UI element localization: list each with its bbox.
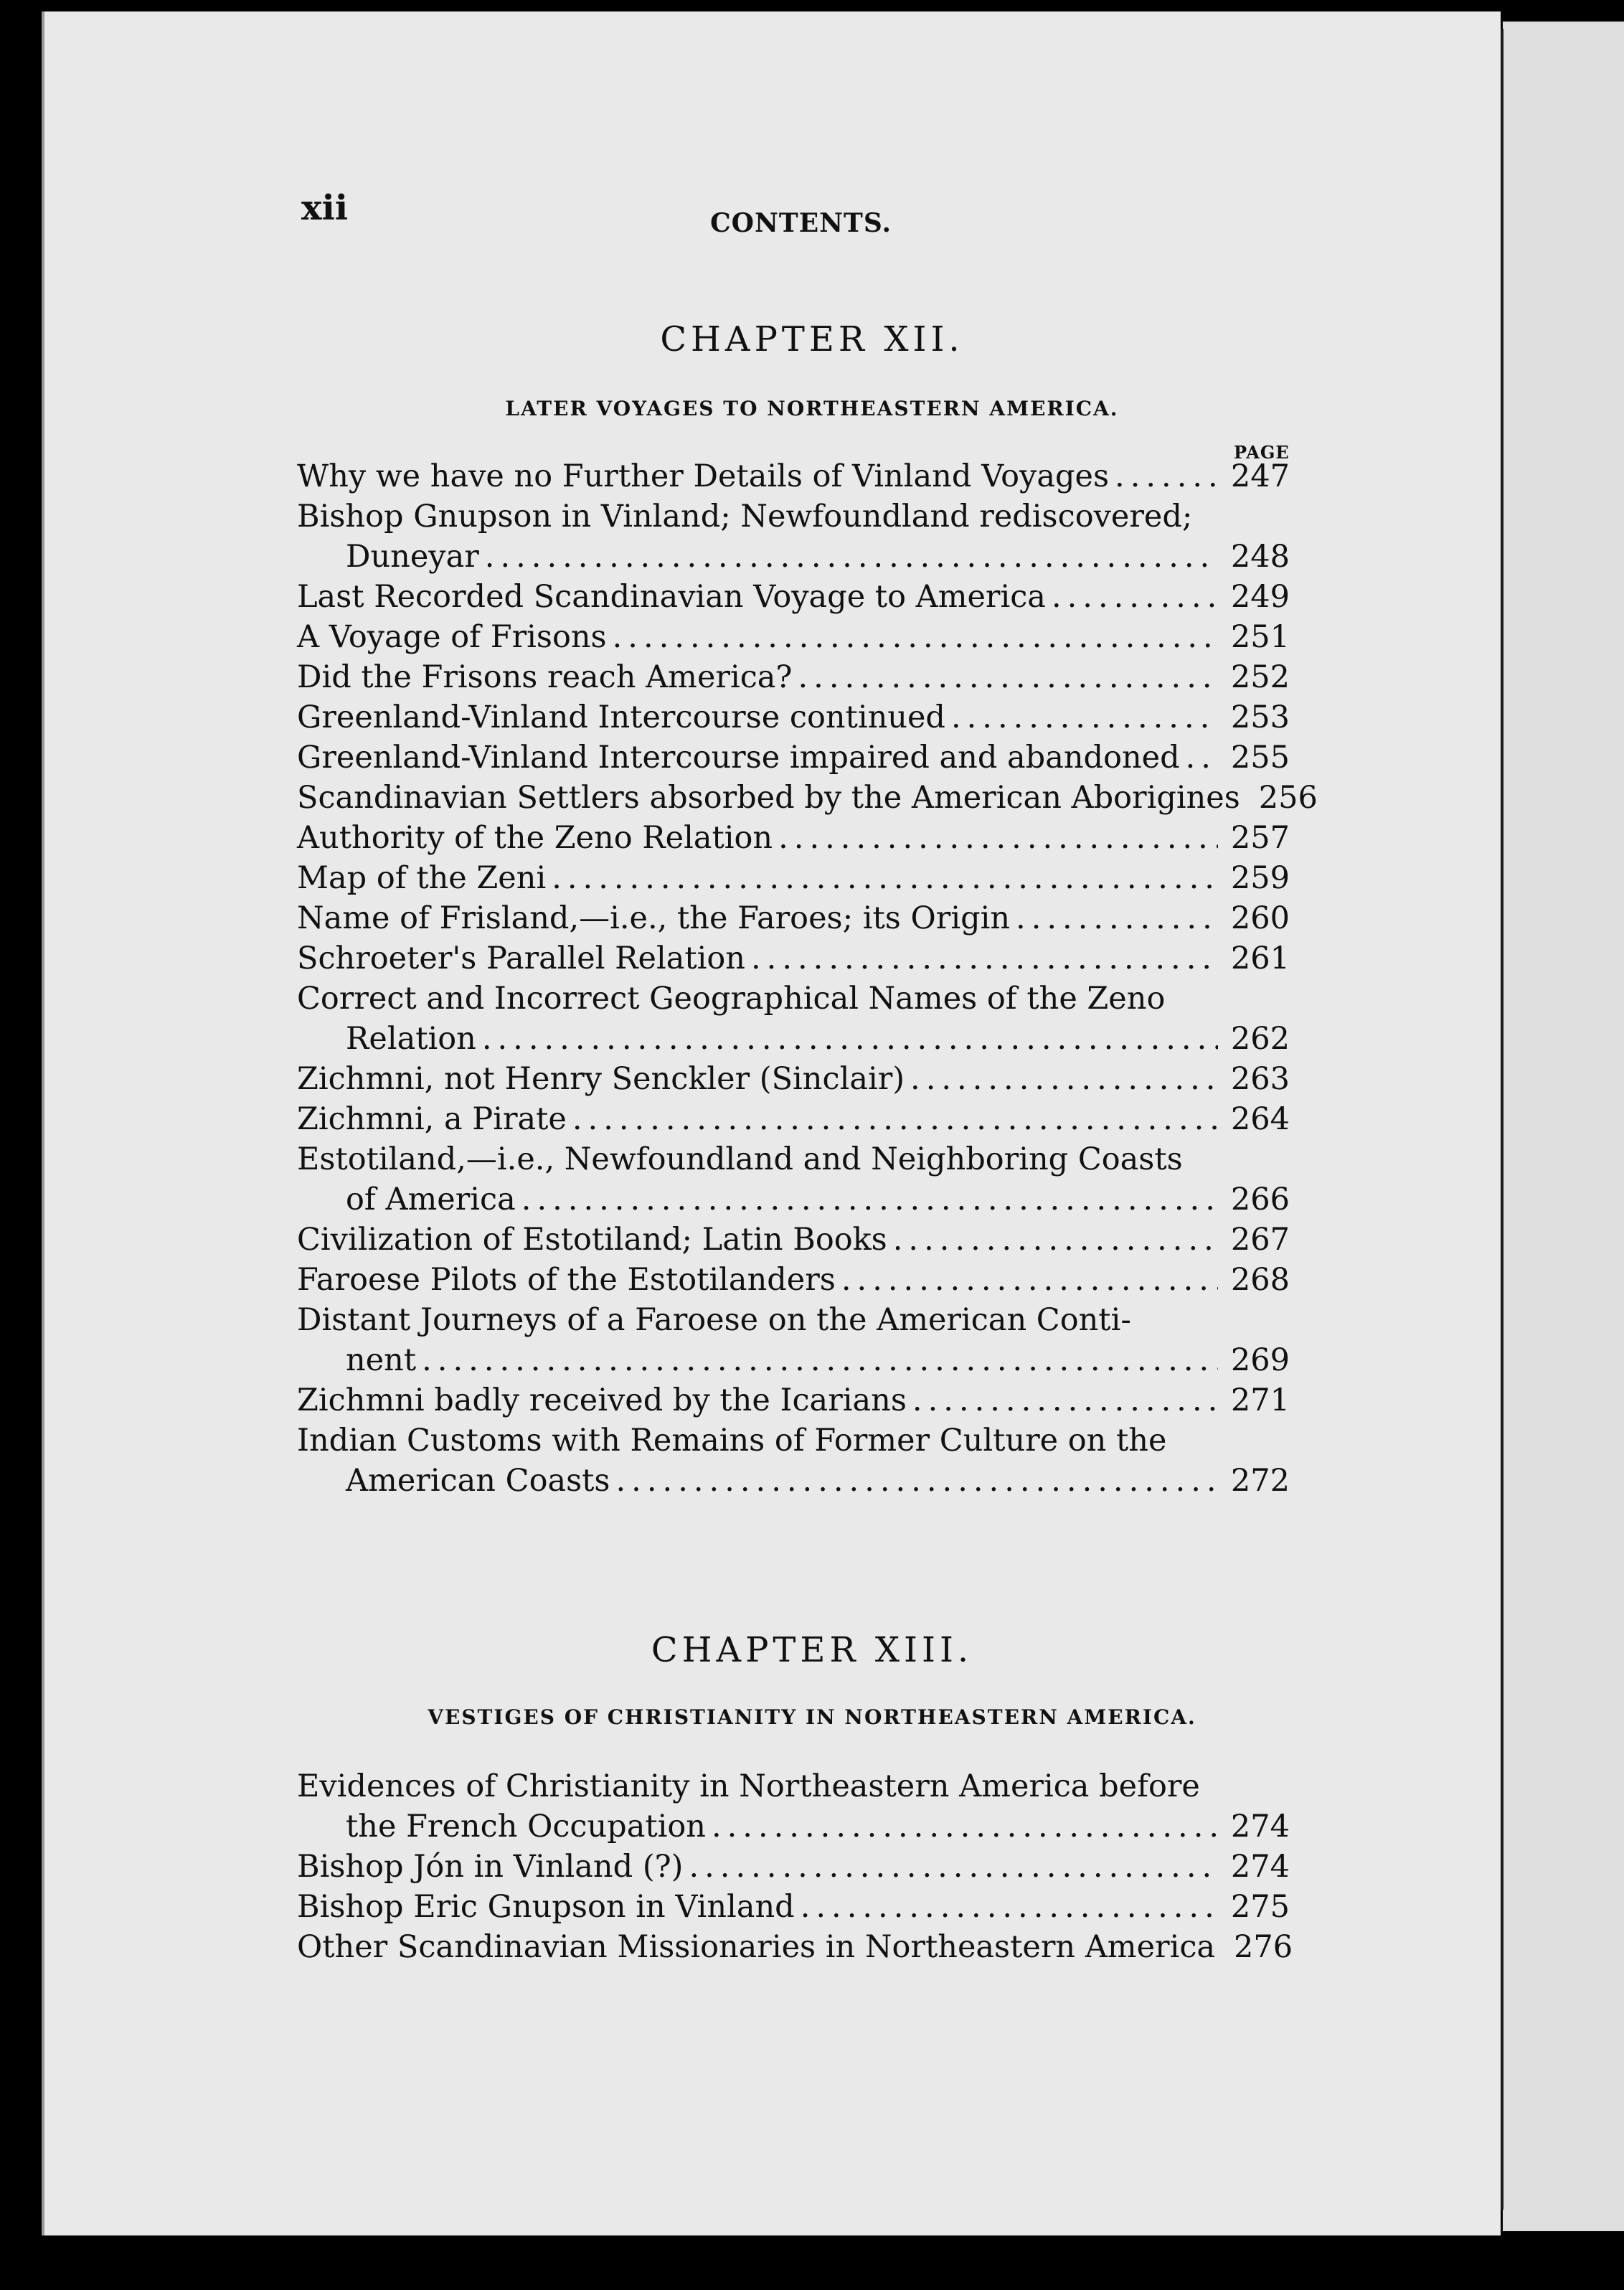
toc-entry-page: 247	[1230, 458, 1290, 494]
toc-entry-line	[297, 496, 1290, 537]
toc-entry	[297, 617, 1290, 657]
toc-entry-line	[297, 1420, 1290, 1461]
toc-entry-page: 257	[1230, 820, 1290, 856]
toc-entry-title: Distant Journeys of a Faroese on the American Conti-	[297, 1302, 1131, 1338]
toc-entry	[297, 1059, 1290, 1099]
toc-entry-page: 271	[1230, 1382, 1290, 1418]
toc-entry-page: 272	[1230, 1463, 1290, 1499]
toc-entry-line	[297, 1927, 1293, 1967]
dot-leader	[798, 657, 1218, 697]
toc-entry-line	[297, 1260, 1290, 1300]
toc-entry	[297, 1139, 1290, 1220]
toc-entry-page: 259	[1230, 860, 1290, 896]
toc-entry-line	[297, 778, 1318, 818]
dot-leader	[616, 1461, 1218, 1501]
toc-entry-page: 249	[1230, 579, 1290, 615]
toc-entry	[297, 1099, 1290, 1139]
toc-entry-line	[297, 979, 1290, 1019]
running-head: CONTENTS.	[710, 208, 892, 238]
toc-entry-title: Bishop Eric Gnupson in Vinland	[297, 1889, 795, 1925]
dot-leader	[841, 1260, 1218, 1300]
dot-leader	[912, 1380, 1218, 1420]
toc-entry-title: Indian Customs with Remains of Former Culture on the	[297, 1423, 1167, 1459]
toc-entry-page: 253	[1230, 699, 1290, 735]
toc-entry-line	[297, 1179, 1290, 1220]
chapter-12-contents	[297, 456, 1318, 1501]
chapter-13-title: CHAPTER XIII.	[651, 1630, 973, 1670]
dot-leader	[751, 938, 1218, 979]
dot-leader	[552, 858, 1218, 898]
toc-entry-title: Map of the Zeni	[297, 860, 547, 896]
toc-entry-page: 274	[1230, 1809, 1290, 1844]
toc-entry-line	[297, 1461, 1290, 1501]
toc-entry-line	[297, 1887, 1290, 1927]
toc-entry-page: 263	[1230, 1061, 1290, 1097]
toc-entry-page: 251	[1230, 619, 1290, 655]
toc-entry	[297, 657, 1290, 697]
dot-leader	[893, 1220, 1218, 1260]
toc-entry-title-cont: Duneyar	[346, 539, 479, 575]
toc-entry-title-cont: the French Occupation	[346, 1809, 706, 1844]
toc-entry-line	[297, 1139, 1290, 1179]
toc-entry-line	[297, 1340, 1290, 1380]
toc-entry-line	[297, 537, 1290, 577]
toc-entry-page: 262	[1230, 1021, 1290, 1057]
toc-entry	[297, 938, 1290, 979]
toc-entry-line	[297, 617, 1290, 657]
toc-entry-page: 276	[1233, 1929, 1293, 1965]
toc-entry	[297, 1420, 1290, 1501]
toc-entry-page: 255	[1230, 740, 1290, 776]
toc-entry-title: Faroese Pilots of the Estotilanders	[297, 1262, 836, 1298]
dot-leader	[1052, 577, 1218, 617]
toc-entry-page: 252	[1230, 659, 1290, 695]
dot-leader	[613, 617, 1218, 657]
toc-entry-title-cont: of America	[346, 1182, 516, 1217]
toc-entry-line	[297, 657, 1290, 697]
toc-entry-line	[297, 1220, 1290, 1260]
toc-entry	[297, 496, 1290, 577]
toc-entry-title: Schroeter's Parallel Relation	[297, 941, 745, 976]
toc-entry-line	[297, 818, 1290, 858]
toc-entry	[297, 577, 1290, 617]
dot-leader	[778, 818, 1218, 858]
chapter-12-subtitle: LATER VOYAGES TO NORTHEASTERN AMERICA.	[505, 397, 1119, 420]
dot-leader	[689, 1847, 1218, 1887]
toc-entry-page: 260	[1230, 900, 1290, 936]
toc-entry-page: 264	[1230, 1101, 1290, 1137]
toc-entry-line	[297, 1380, 1290, 1420]
toc-entry-line	[297, 1059, 1290, 1099]
toc-entry	[297, 1887, 1290, 1927]
toc-entry	[297, 818, 1290, 858]
toc-entry	[297, 1300, 1290, 1380]
toc-entry-title: Last Recorded Scandinavian Voyage to America	[297, 579, 1046, 615]
dot-leader	[712, 1806, 1218, 1847]
toc-entry-title: Did the Frisons reach America?	[297, 659, 793, 695]
toc-entry-title: Correct and Incorrect Geographical Names of the Zeno	[297, 981, 1166, 1017]
dot-leader	[1016, 898, 1218, 938]
toc-entry-line	[297, 577, 1290, 617]
toc-entry-line	[297, 1847, 1290, 1887]
toc-entry	[297, 858, 1290, 898]
toc-entry-title: Bishop Gnupson in Vinland; Newfoundland rediscovered;	[297, 499, 1193, 534]
toc-entry-title: Zichmni, a Pirate	[297, 1101, 567, 1137]
toc-entry-line	[297, 738, 1290, 778]
toc-entry-title: Scandinavian Settlers absorbed by the American Aborigines	[297, 780, 1240, 816]
toc-entry-page: 267	[1230, 1222, 1290, 1258]
toc-entry	[297, 898, 1290, 938]
toc-entry	[297, 1847, 1290, 1887]
dot-leader	[1115, 456, 1218, 496]
dot-leader	[482, 1019, 1218, 1059]
toc-entry-line	[297, 1806, 1290, 1847]
toc-entry-line	[297, 1099, 1290, 1139]
toc-entry-title: Other Scandinavian Missionaries in Northeastern America	[297, 1929, 1216, 1965]
toc-entry-line	[297, 1019, 1290, 1059]
toc-entry-page: 248	[1230, 539, 1290, 575]
toc-entry-page: 275	[1230, 1889, 1290, 1925]
toc-entry	[297, 979, 1290, 1059]
toc-entry-line	[297, 1300, 1290, 1340]
dot-leader	[572, 1099, 1218, 1139]
toc-entry-title: A Voyage of Frisons	[297, 619, 607, 655]
toc-entry-title: Evidences of Christianity in Northeastern America before	[297, 1768, 1200, 1804]
toc-entry-title: Greenland-Vinland Intercourse continued	[297, 699, 945, 735]
toc-entry-page: 256	[1258, 780, 1318, 816]
dot-leader	[951, 697, 1218, 738]
toc-entry-page: 266	[1230, 1182, 1290, 1217]
dot-leader	[521, 1179, 1218, 1220]
toc-entry-title: Estotiland,—i.e., Newfoundland and Neighboring Coasts	[297, 1141, 1183, 1177]
chapter-12-title: CHAPTER XII.	[660, 319, 964, 359]
toc-entry	[297, 697, 1290, 738]
toc-entry-title-cont: American Coasts	[346, 1463, 610, 1499]
toc-entry-title: Authority of the Zeno Relation	[297, 820, 773, 856]
toc-entry	[297, 738, 1290, 778]
toc-entry-page: 269	[1230, 1342, 1290, 1378]
toc-entry	[297, 1380, 1290, 1420]
toc-entry-title: Bishop Jón in Vinland (?)	[297, 1849, 684, 1885]
toc-entry-title: Civilization of Estotiland; Latin Books	[297, 1222, 887, 1258]
toc-entry-line	[297, 938, 1290, 979]
toc-entry-title: Greenland-Vinland Intercourse impaired and abandoned	[297, 740, 1180, 776]
toc-entry-page: 261	[1230, 941, 1290, 976]
toc-entry-title: Why we have no Further Details of Vinland Voyages	[297, 458, 1110, 494]
chapter-13-subtitle: VESTIGES OF CHRISTIANITY IN NORTHEASTERN AMERICA.	[428, 1705, 1196, 1729]
toc-entry-line	[297, 697, 1290, 738]
toc-entry-page: 274	[1230, 1849, 1290, 1885]
chapter-13-contents	[297, 1766, 1293, 1967]
toc-entry-line	[297, 898, 1290, 938]
toc-entry	[297, 1260, 1290, 1300]
toc-entry-line	[297, 858, 1290, 898]
page-column-label: PAGE	[1234, 442, 1290, 463]
toc-entry-title-cont: Relation	[346, 1021, 476, 1057]
dot-leader	[801, 1887, 1218, 1927]
page-number: xii	[301, 188, 349, 228]
dot-leader	[422, 1340, 1218, 1380]
toc-entry-title: Name of Frisland,—i.e., the Faroes; its Origin	[297, 900, 1011, 936]
dot-leader	[1186, 738, 1218, 778]
toc-entry	[297, 1766, 1290, 1847]
toc-entry-line	[297, 456, 1290, 496]
toc-entry-line	[297, 1766, 1290, 1806]
dot-leader	[485, 537, 1218, 577]
toc-entry	[297, 778, 1318, 818]
dot-leader	[910, 1059, 1218, 1099]
toc-entry	[297, 456, 1290, 496]
toc-entry-page: 268	[1230, 1262, 1290, 1298]
toc-entry-title: Zichmni badly received by the Icarians	[297, 1382, 907, 1418]
toc-entry	[297, 1927, 1293, 1967]
toc-entry	[297, 1220, 1290, 1260]
toc-entry-title: Zichmni, not Henry Senckler (Sinclair)	[297, 1061, 905, 1097]
toc-entry-title-cont: nent	[346, 1342, 417, 1378]
